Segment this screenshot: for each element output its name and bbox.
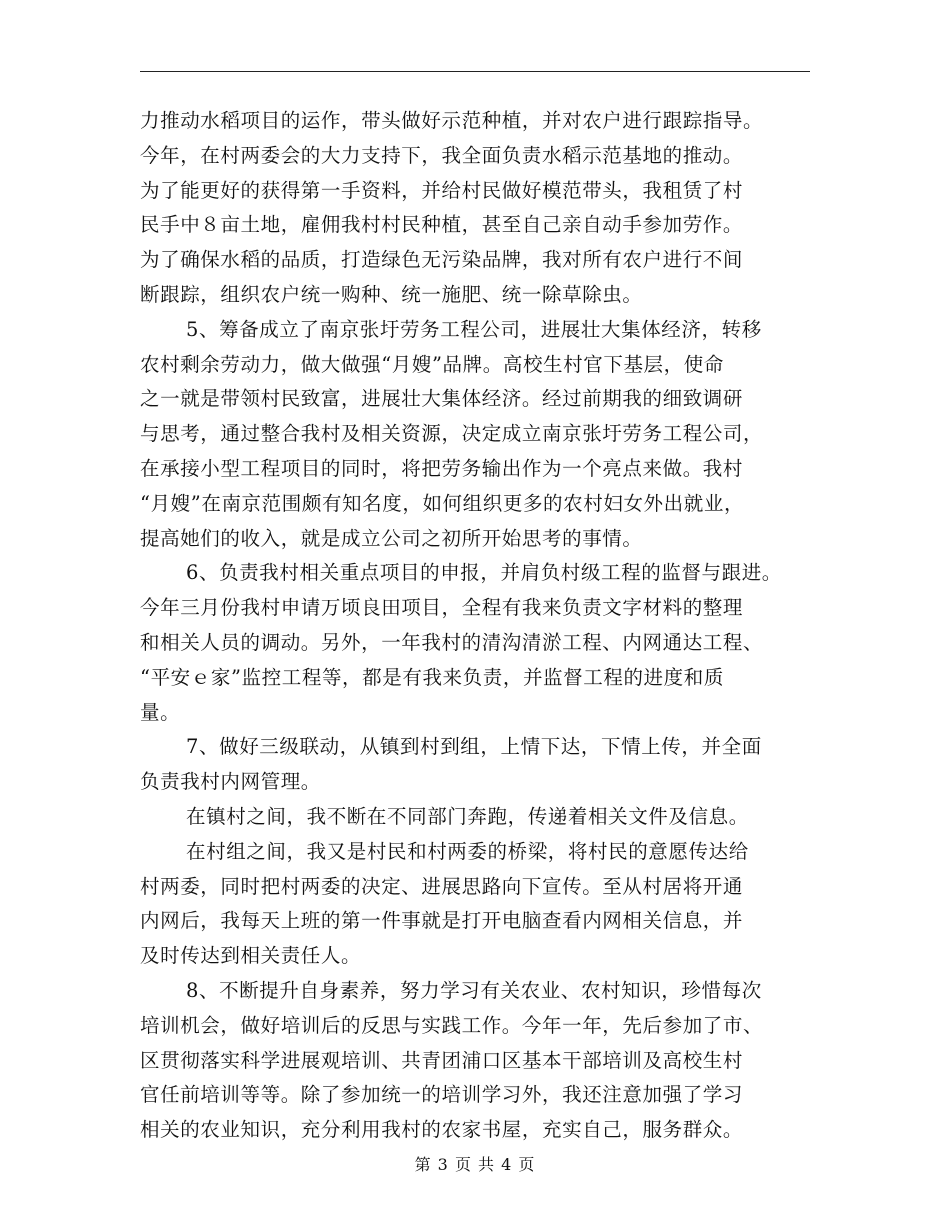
text-line: 培训机会，做好培训后的反思与实践工作。今年一年，先后参加了市、 [140,1013,764,1037]
paragraph-start-line: 7、做好三级联动，从镇到村到组，上情下达，下情上传，并全面 [186,735,762,759]
text-line: 农村剩余劳动力，做大做强“月嫂”品牌。高校生村官下基层，使命 [140,352,724,376]
paragraph-start-line: 5、筹备成立了南京张圩劳务工程公司，进展壮大集体经济，转移 [186,317,762,341]
page-number: 第 3 页 共 4 页 [414,1155,536,1174]
text-line: “月嫂”在南京范围颇有知名度，如何组织更多的农村妇女外出就业， [140,491,745,515]
text-line: 村两委，同时把村两委的决定、进展思路向下宣传。至从村居将开通 [140,874,744,898]
text-line: 今年三月份我村申请万顷良田项目，全程有我来负责文字材料的整理 [140,596,744,620]
text-line: 和相关人员的调动。另外，一年我村的清沟清淤工程、内网通达工程、 [140,630,764,654]
text-line: 今年，在村两委会的大力支持下，我全面负责水稻示范基地的推动。 [140,143,744,167]
text-line: 内网后，我每天上班的第一件事就是打开电脑查看内网相关信息，并 [140,909,744,933]
text-line: “平安ｅ家”监控工程等，都是有我来负责，并监督工程的进度和质 [140,665,724,689]
text-line: 负责我村内网管理。 [140,770,321,794]
text-line: 相关的农业知识，充分利用我村的农家书屋，充实自己，服务群众。 [140,1118,744,1142]
text-line: 官任前培训等等。除了参加统一的培训学习外，我还注意加强了学习 [140,1083,744,1107]
text-line: 力推动水稻项目的运作，带头做好示范种植，并对农户进行跟踪指导。 [140,109,764,132]
paragraph-start-line: 在村组之间，我又是村民和村两委的桥梁，将村民的意愿传达给 [186,839,749,863]
paragraph-start-line: 6、负责我村相关重点项目的申报，并肩负村级工程的监督与跟进。 [186,561,782,585]
text-line: 在承接小型工程项目的同时，将把劳务输出作为一个亮点来做。我村 [140,456,744,480]
paragraph-start-line: 在镇村之间，我不断在不同部门奔跑，传递着相关文件及信息。 [186,804,749,828]
header-rule [140,71,810,72]
document-body [140,104,820,1148]
text-line: 为了能更好的获得第一手资料，并给村民做好模范带头，我租赁了村 [140,178,744,202]
text-line: 之一就是带领村民致富，进展壮大集体经济。经过前期我的细致调研 [140,387,744,411]
text-line: 与思考，通过整合我村及相关资源，决定成立南京张圩劳务工程公司， [140,422,764,446]
text-line: 区贯彻落实科学进展观培训、共青团浦口区基本干部培训及高校生村 [140,1048,744,1072]
text-line: 断跟踪，组织农户统一购种、统一施肥、统一除草除虫。 [140,282,643,306]
text-line: 为了确保水稻的品质，打造绿色无污染品牌，我对所有农户进行不间 [140,248,744,272]
text-line: 提高她们的收入，就是成立公司之初所开始思考的事情。 [140,526,643,550]
text-line: 民手中８亩土地，雇佣我村村民种植，甚至自己亲自动手参加劳作。 [140,213,744,237]
paragraph-start-line: 8、不断提升自身素养，努力学习有关农业、农村知识，珍惜每次 [186,978,762,1002]
text-line: 及时传达到相关责任人。 [140,944,362,968]
text-line: 量。 [140,700,181,724]
